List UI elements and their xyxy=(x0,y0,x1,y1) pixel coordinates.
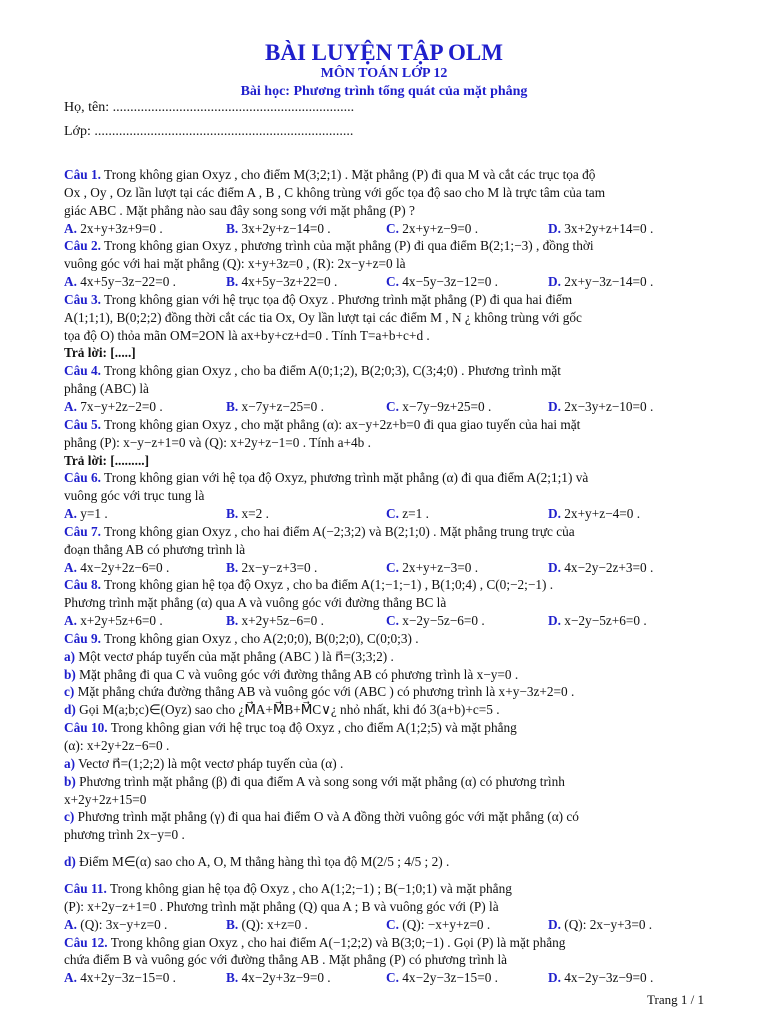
option-d[interactable]: D. 4x−2y−2z+3=0 . xyxy=(548,559,654,575)
question-7-options xyxy=(64,559,704,577)
option-b[interactable]: B. (Q): x+z=0 . xyxy=(226,916,308,932)
question-8: Câu 8. Trong không gian hệ tọa độ Oxyz , cho ba điểm A(1;−1;−1) , B(1;0;4) , C(0;−2;−1) . xyxy=(64,577,554,593)
option-a[interactable]: A. 2x+y+3z+9=0 . xyxy=(64,220,163,236)
option-a[interactable]: A. 4x+2y−3z−15=0 . xyxy=(64,970,176,986)
option-d[interactable]: D. 4x−2y−3z−9=0 . xyxy=(548,970,654,986)
page-number: Trang 1 / 1 xyxy=(647,992,704,1007)
option-b[interactable]: B. 3x+2y+z−14=0 . xyxy=(226,220,331,236)
statement-b[interactable]: b) Mặt phẳng đi qua C và vuông góc với đường thẳng AB có phương trình là x−y=0 . xyxy=(64,666,519,682)
option-d[interactable]: D. x−2y−5z+6=0 . xyxy=(548,613,647,629)
question-6: Câu 6. Trong không gian với hệ tọa độ Oxyz, phương trình mặt phẳng (α) đi qua điểm A(2;1;1) và xyxy=(64,470,589,486)
name-field: Họ, tên: ..................................................................... xyxy=(64,100,355,115)
option-d[interactable]: D. (Q): 2x−y+3=0 . xyxy=(548,916,653,932)
option-c[interactable]: C. 4x−5y−3z−12=0 . xyxy=(386,274,498,290)
question-5: Câu 5. Trong không gian Oxyz , cho mặt phẳng (α): ax−y+2z+b=0 đi qua giao tuyến của hai mặt xyxy=(64,416,581,432)
question-7: Câu 7. Trong không gian Oxyz , cho hai điểm A(−2;3;2) và B(2;1;0) . Mặt phẳng trung trực của xyxy=(64,523,575,539)
question-1-options xyxy=(64,220,704,238)
question-4: Câu 4. Trong không gian Oxyz , cho ba điểm A(0;1;2), B(2;0;3), C(3;4;0) . Phương trình mặt xyxy=(64,363,561,379)
question-8-options xyxy=(64,612,704,630)
option-b[interactable]: B. x−7y+z−25=0 . xyxy=(226,398,324,414)
question-4-options xyxy=(64,398,704,416)
question-2-options xyxy=(64,273,704,291)
question-1: Câu 1. Trong không gian Oxyz , cho điểm M(3;2;1) . Mặt phẳng (P) đi qua M và cắt các trục tọa độ xyxy=(64,167,596,182)
statement-a[interactable]: a) Vectơ n⃗=(1;2;2) là một vectơ pháp tuyến của (α) . xyxy=(64,755,344,771)
lesson-title: Bài học: Phương trình tổng quát của mặt phẳng xyxy=(240,84,528,99)
option-a[interactable]: A. x+2y+5z+6=0 . xyxy=(64,613,163,629)
question-12-options xyxy=(64,969,704,987)
question-11: Câu 11. Trong không gian hệ tọa độ Oxyz , cho A(1;2;−1) ; B(−1;0;1) và mặt phẳng xyxy=(64,881,512,897)
option-a[interactable]: A. 4x+5y−3z−22=0 . xyxy=(64,274,176,290)
statement-b[interactable]: b) Phương trình mặt phẳng (β) đi qua điểm A và song song với mặt phẳng (α) có phương trình xyxy=(64,773,565,789)
question-3: Câu 3. Trong không gian với hệ trục tọa độ Oxyz . Phương trình mặt phẳng (P) đi qua hai điểm xyxy=(64,291,573,307)
statement-c[interactable]: c) Mặt phẳng chứa đường thẳng AB và vuông góc với (ABC ) có phương trình là x+y−3z+2=0 . xyxy=(64,684,575,700)
option-d[interactable]: D. 2x+y−3z−14=0 . xyxy=(548,274,654,290)
option-a[interactable]: A. 7x−y+2z−2=0 . xyxy=(64,398,163,414)
class-field: Lớp: .......................................................................... xyxy=(64,124,354,139)
option-b[interactable]: B. 4x−2y+3z−9=0 . xyxy=(226,970,331,986)
page-title: BÀI LUYỆN TẬP OLM xyxy=(265,40,503,65)
option-a[interactable]: A. y=1 . xyxy=(64,506,108,522)
question-9: Câu 9. Trong không gian Oxyz , cho A(2;0;0), B(0;2;0), C(0;0;3) . xyxy=(64,630,419,646)
option-c[interactable]: C. 2x+y+z−3=0 . xyxy=(386,559,479,575)
option-b[interactable]: B. 4x+5y−3z+22=0 . xyxy=(226,274,338,290)
option-b[interactable]: B. x=2 . xyxy=(226,506,269,522)
question-6-options xyxy=(64,505,704,523)
option-c[interactable]: C. x−2y−5z−6=0 . xyxy=(386,613,485,629)
option-d[interactable]: D. 2x−3y+z−10=0 . xyxy=(548,398,654,414)
question-11-options xyxy=(64,916,704,934)
statement-d[interactable]: d) Gọi M(a;b;c)∈(Oyz) sao cho ¿M⃗A+M⃗B+M⃗C∨¿ nhỏ nhất, khi đó 3(a+b)+c=5 . xyxy=(64,702,500,718)
questions: Câu 1. Trong không gian Oxyz , cho điểm M(3;2;1) . Mặt phẳng (P) đi qua M và cắt các trục tọa độ Ox , Oy , Oz lần lượt tại các điểm A , B , C không trùng với gốc tọa độ sao cho M là trực tâm của tam giác ABC . Mặt phẳng nào sau đây song song với mặt phẳng (P) ? A. 2x+y+3z+9=0 . B. 3x+2y+z−14=0 . C. 2x+y+z−9=0 . D. 3x+2y+z+14=0 . Câu 2. Trong không gian Oxyz , phương trình của mặt phẳng (P) đi qua điểm B(2;1;−3) , đồng thời vuông góc với hai mặt phẳng (Q): x+y+3z=0 , (R): 2x−y+z=0 là A. 4x+5y−3z−22=0 . B. 4x+5y−3z+22=0 . C. 4x−5y−3z−12=0 . D. 2x+y−3z−14=0 . Câu 3. Trong không gian với hệ trục tọa độ Oxyz . Phương trình mặt phẳng (P) đi qua hai điểm A(1;1;1), B(0;2;2) đồng thời cắt các tia Ox, Oy lần lượt tại các điểm M , N ¿ không trùng với gốc tọa độ O) thỏa mãn OM=2ON là ax+by+cz+d=0 . Tính T=a+b+c+d . Trả lời: [.....] Câu 4. Trong không gian Oxyz , cho ba điểm A(0;1;2), B(2;0;3), C(3;4;0) . Phương trình mặt phẳng (ABC) là A. 7x−y+2z−2=0 . B. x−7y+z−25=0 . C. x−7y−9z+25=0 . D. 2x−3y+z−10=0 . Câu 5. Trong không gian Oxyz , cho mặt phẳng (α): ax−y+2z+b=0 đi qua giao tuyến của hai mặt phẳng (P): x−y−z+1=0 và (Q): x+2y+z−1=0 . Tính a+4b . Trả lời: [.........] Câu 6. Trong không gian với hệ tọa độ Oxyz, phương trình mặt phẳng (α) đi qua điểm A(2;1;1) và vuông góc với trục tung là A. y=1 . B. x=2 . C. z=1 . D. 2x+y+z−4=0 . Câu 7. Trong không gian Oxyz , cho hai điểm A(−2;3;2) và B(2;1;0) . Mặt phẳng trung trực của đoạn thẳng AB có phương trình là A. 4x−2y+2z−6=0 . B. 2x−y−z+3=0 . C. 2x+y+z−3=0 . D. 4x−2y−2z+3=0 . Câu 8. Trong không gian hệ tọa độ Oxyz , cho ba điểm A(1;−1;−1) , B(1;0;4) , C(0;−2;−1) . Phương trình mặt phẳng (α) qua A và vuông góc với đường thẳng BC là A. x+2y+5z+6=0 . B. x+2y+5z−6=0 . C. x−2y−5z−6=0 . D. x−2y−5z+6=0 . Câu 9. Trong không gian Oxyz , cho A(2;0;0), B(0;2;0), C(0;0;3) . a) Một vectơ pháp tuyến của mặt phẳng (ABC ) là n⃗=(3;3;2) . b) Mặt phẳng đi qua C và vuông góc với đường thẳng AB có phương trình là x−y=0 . c) Mặt phẳng chứa đường thẳng AB và vuông góc với (ABC ) có phương trình là x+y−3z+2=0 . d) Gọi M(a;b;c)∈(Oyz) sao cho ¿M⃗A+M⃗B+M⃗C∨¿ nhỏ nhất, khi đó 3(a+b)+c=5 . Câu 10. Trong không gian với hệ trục toạ độ Oxyz , cho điểm A(1;2;5) và mặt phẳng (α): x+2y+2z−6=0 . a) Vectơ n⃗=(1;2;2) là một vectơ pháp tuyến của (α) . b) Phương trình mặt phẳng (β) đi qua điểm A và song song với mặt phẳng (α) có phương trình x+2y+2z+15=0 c) Phương trình mặt phẳng (γ) đi qua hai điểm O và A đồng thời vuông góc với mặt phẳng (α) có phương trình 2x−y=0 . d) Điểm M∈(α) sao cho A, O, M thẳng hàng thì tọa độ M(2/5 ; 4/5 ; 2) . Câu 11. Trong không gian hệ tọa độ Oxyz , cho A(1;2;−1) ; B(−1;0;1) và mặt phẳng (P): x+2y−z+1=0 . Phương trình mặt phẳng (Q) qua A ; B và vuông góc với (P) là A. (Q): 3x−y+z=0 . B. (Q): x+z=0 . C. (Q): −x+y+z=0 . D. (Q): 2x−y+3=0 . Câu 12. Trong không gian Oxyz , cho hai điểm A(−1;2;2) và B(3;0;−1) . Gọi (P) là mặt phẳng chứa điểm B và vuông góc với đường thẳng AB . Mặt phẳng (P) có phương trình là A. 4x+2y−3z−15=0 . B. 4x−2y+3z−9=0 . C. 4x−2y−3z−15=0 . D. 4x−2y−3z−9=0 . xyxy=(64,166,704,987)
question-12: Câu 12. Trong không gian Oxyz , cho hai điểm A(−1;2;2) và B(3;0;−1) . Gọi (P) là mặt phẳng xyxy=(64,934,566,950)
question-10: Câu 10. Trong không gian với hệ trục toạ độ Oxyz , cho điểm A(1;2;5) và mặt phẳng xyxy=(64,720,517,736)
statement-c[interactable]: c) Phương trình mặt phẳng (γ) đi qua hai điểm O và A đồng thời vuông góc với mặt phẳng (α) có xyxy=(64,809,579,825)
option-c[interactable]: C. 4x−2y−3z−15=0 . xyxy=(386,970,498,986)
subject-title: MÔN TOÁN LỚP 12 xyxy=(320,66,448,81)
statement-d[interactable]: d) Điểm M∈(α) sao cho A, O, M thẳng hàng thì tọa độ M(2/5 ; 4/5 ; 2) . xyxy=(64,854,450,870)
option-c[interactable]: C. (Q): −x+y+z=0 . xyxy=(386,916,491,932)
option-d[interactable]: D. 2x+y+z−4=0 . xyxy=(548,506,641,522)
option-c[interactable]: C. x−7y−9z+25=0 . xyxy=(386,398,492,414)
option-b[interactable]: B. 2x−y−z+3=0 . xyxy=(226,559,318,575)
answer-blank[interactable]: Trả lời: [.........] xyxy=(64,452,150,468)
question-2: Câu 2. Trong không gian Oxyz , phương trình của mặt phẳng (P) đi qua điểm B(2;1;−3) , đồng thời xyxy=(64,238,594,254)
answer-blank[interactable]: Trả lời: [.....] xyxy=(64,345,136,361)
option-c[interactable]: C. 2x+y+z−9=0 . xyxy=(386,220,479,236)
option-c[interactable]: C. z=1 . xyxy=(386,506,429,522)
option-b[interactable]: B. x+2y+5z−6=0 . xyxy=(226,613,324,629)
statement-a[interactable]: a) Một vectơ pháp tuyến của mặt phẳng (ABC ) là n⃗=(3;3;2) . xyxy=(64,648,394,664)
option-a[interactable]: A. (Q): 3x−y+z=0 . xyxy=(64,916,168,932)
option-a[interactable]: A. 4x−2y+2z−6=0 . xyxy=(64,559,170,575)
option-d[interactable]: D. 3x+2y+z+14=0 . xyxy=(548,220,654,236)
